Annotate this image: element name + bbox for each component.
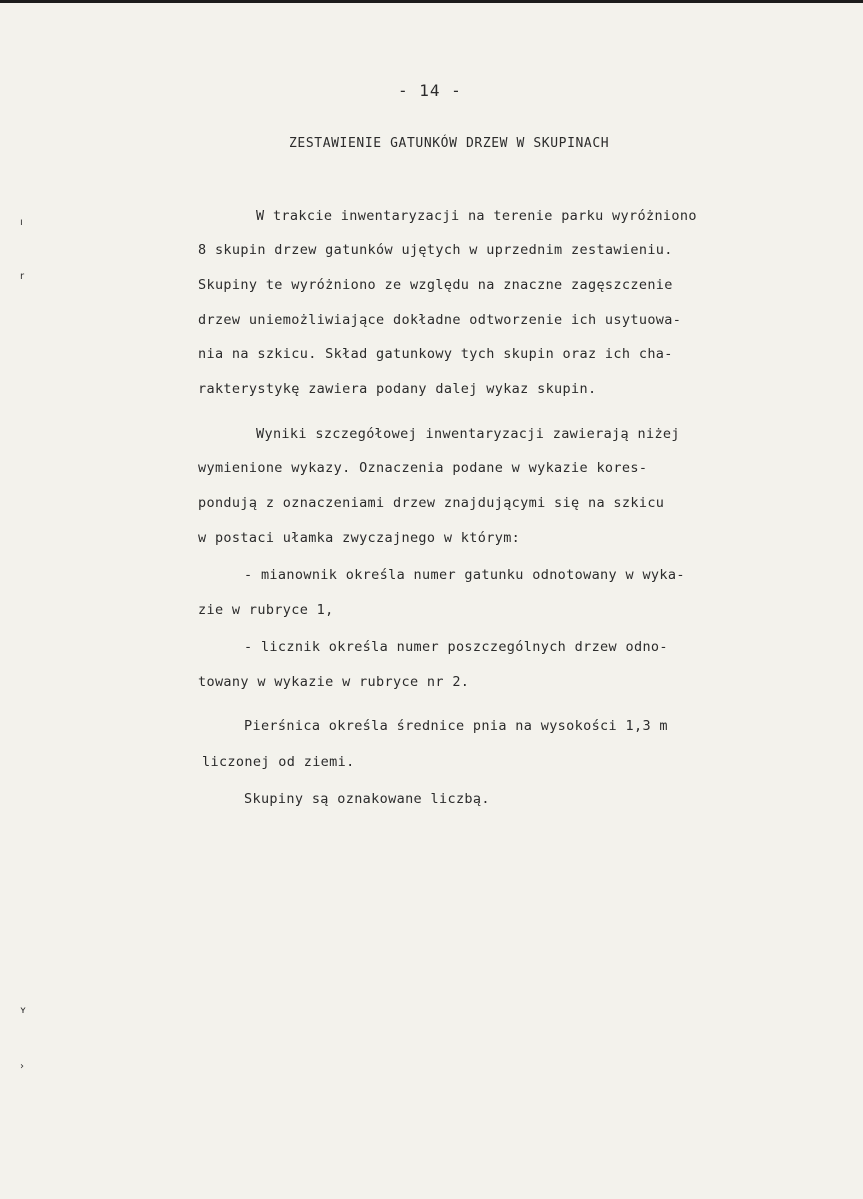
paragraph-line: W trakcie inwentaryzacji na terenie parku wyróżniono (256, 208, 697, 224)
paragraph-line: Pierśnica określa średnice pnia na wysokości 1,3 m (244, 718, 668, 734)
paragraph-line: Wyniki szczegółowej inwentaryzacji zawierają niżej (256, 426, 680, 442)
list-item-line: towany w wykazie w rubryce nr 2. (198, 674, 470, 690)
paragraph-line: w postaci ułamka zwyczajnego w którym: (198, 530, 521, 546)
paragraph-line: pondują z oznaczeniami drzew znajdującymi się na szkicu (198, 495, 665, 511)
paragraph-line: Skupiny te wyróżniono ze względu na znaczne zagęszczenie (198, 277, 673, 293)
paragraph-line: 8 skupin drzew gatunków ujętych w uprzednim zestawieniu. (198, 242, 673, 258)
section-heading: ZESTAWIENIE GATUNKÓW DRZEW W SKUPINACH (289, 136, 610, 151)
list-item-line: zie w rubryce 1, (198, 602, 334, 618)
margin-mark: r (20, 271, 25, 282)
list-item-line: - mianownik określa numer gatunku odnotowany w wyka- (244, 567, 685, 583)
margin-mark: › (20, 1061, 24, 1072)
paragraph-line: drzew uniemożliwiające dokładne odtworzenie ich usytuowa- (198, 312, 682, 328)
list-item-line: - licznik określa numer poszczególnych drzew odno- (244, 639, 668, 655)
paragraph-line: Skupiny są oznakowane liczbą. (244, 791, 490, 807)
page-number: - 14 - (398, 81, 462, 100)
paragraph-line: rakterystykę zawiera podany dalej wykaz skupin. (198, 381, 597, 397)
paragraph-line: nia na szkicu. Skład gatunkowy tych skupin oraz ich cha- (198, 346, 673, 362)
paragraph-line: wymienione wykazy. Oznaczenia podane w wykazie kores- (198, 460, 648, 476)
margin-mark: ı (20, 217, 23, 228)
paragraph-line: liczonej od ziemi. (202, 754, 355, 770)
scan-top-edge (0, 0, 863, 3)
margin-mark: ʏ (20, 1005, 27, 1016)
